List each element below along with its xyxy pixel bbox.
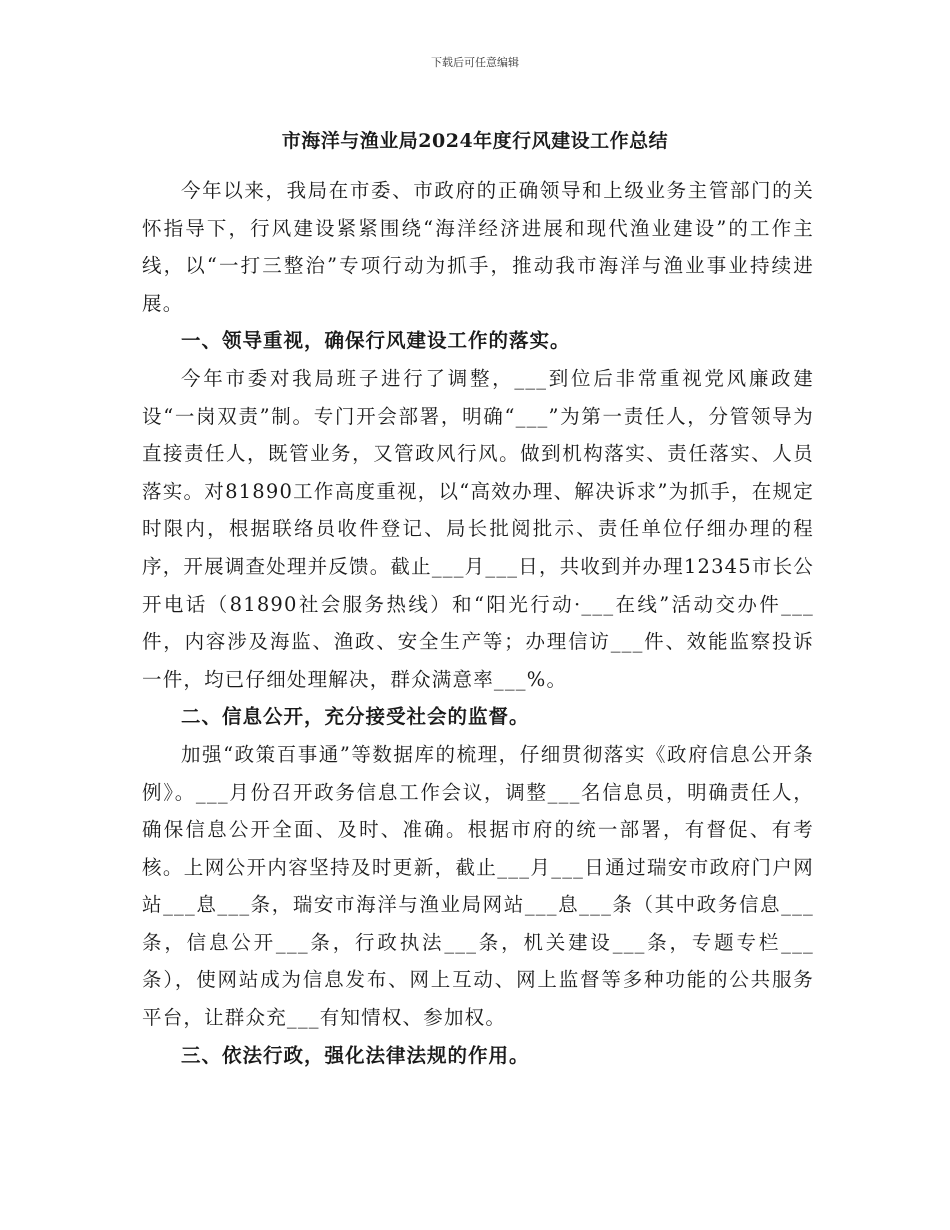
page-header-note: 下载后可任意编辑 — [431, 56, 519, 69]
document-title: 市海洋与渔业局2024年度行风建设工作总结 — [281, 130, 669, 152]
section-heading-1: 一、领导重视，确保行风建设工作的落实。 — [181, 329, 571, 353]
section-2-paragraph: 加强“政策百事通”等数据库的梳理，仔细贯彻落实《政府信息公开条例》。___月份召开政务信息工作会议，调整___名信息员，明确责任人，确保信息公开全面、及时、准确。根据市府的统一部署，有督促、有考核。上网公开内容坚持及时更新，截止___月___日通过瑞安市政府门户网站___息___条，瑞安市海洋与渔业局网站___息___条（其中政务信息___条，信息公开___条，行政执法___条，机关建设___条，专题专栏___条），使网站成为信息发布、网上互动、网上监督等多种功能的公共服务平台，让群众充___有知情权、参加权。 — [142, 742, 814, 1030]
section-heading-3: 三、依法行政，强化法律法规的作用。 — [181, 1043, 530, 1067]
intro-paragraph: 今年以来，我局在市委、市政府的正确领导和上级业务主管部门的关怀指导下，行风建设紧紧围绕“海洋经济进展和现代渔业建设”的工作主线，以“一打三整治”专项行动为抓手，推动我市海洋与渔业事业持续进展。 — [142, 179, 814, 315]
section-heading-2: 二、信息公开，充分接受社会的监督。 — [181, 705, 530, 729]
document-body — [142, 172, 814, 1074]
section-1-paragraph: 今年市委对我局班子进行了调整，___到位后非常重视党风廉政建设“一岗双责”制。专门开会部署，明确“___”为第一责任人，分管领导为直接责任人，既管业务，又管政风行风。做到机构落实、责任落实、人员落实。对81890工作高度重视，以“高效办理、解决诉求”为抓手，在规定时限内，根据联络员收件登记、局长批阅批示、责任单位仔细办理的程序，开展调查处理并反馈。截止___月___日，共收到并办理12345市长公开电话（81890社会服务热线）和“阳光行动·___在线”活动交办件___件，内容涉及海监、渔政、安全生产等；办理信访___件、效能监察投诉一件，均已仔细处理解决，群众满意率___%。 — [142, 366, 814, 691]
